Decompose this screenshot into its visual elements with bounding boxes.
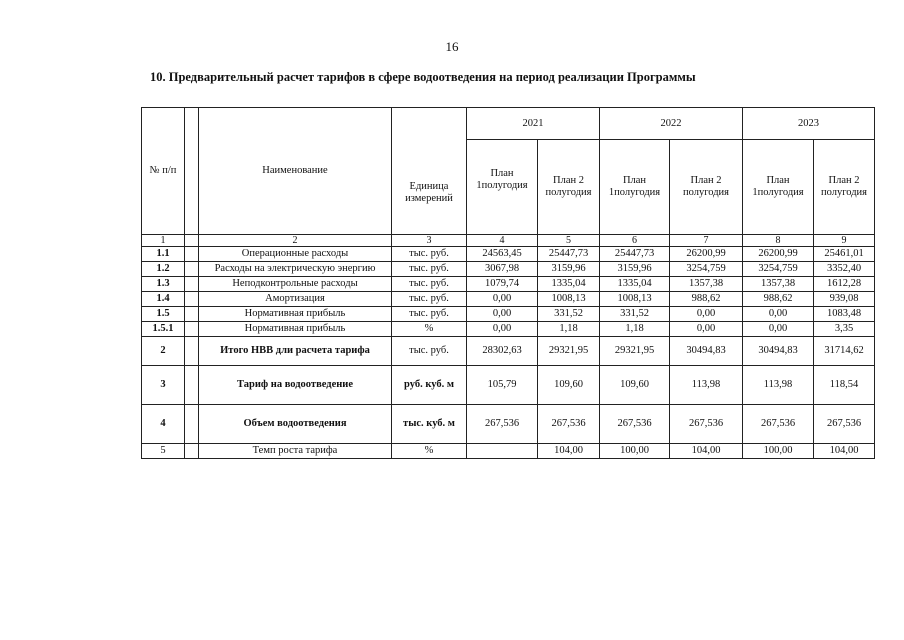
col-number: 2	[199, 235, 392, 247]
row-number: 4	[142, 405, 185, 444]
row-number: 3	[142, 366, 185, 405]
row-number: 1.5	[142, 307, 185, 322]
col-number: 1	[142, 235, 185, 247]
header-sub: План 2 полугодия	[814, 140, 875, 235]
row-value: 3254,759	[670, 262, 743, 277]
header-sub: План 1полугодия	[743, 140, 814, 235]
table-row	[142, 366, 875, 405]
row-gap	[185, 292, 199, 307]
row-value: 0,00	[670, 322, 743, 337]
row-value: 25461,01	[814, 247, 875, 262]
col-number: 9	[814, 235, 875, 247]
table-row	[142, 337, 875, 366]
tariff-table	[141, 107, 875, 459]
row-value: 0,00	[670, 307, 743, 322]
row-gap	[185, 307, 199, 322]
header-year-2021: 2021	[467, 108, 600, 140]
row-value: 1008,13	[538, 292, 600, 307]
row-value: 267,536	[670, 405, 743, 444]
row-gap	[185, 247, 199, 262]
row-value: 988,62	[743, 292, 814, 307]
row-number: 1.2	[142, 262, 185, 277]
row-name: Объем водоотведения	[199, 405, 392, 444]
header-unit: Единица измерений	[392, 108, 467, 235]
row-value: 1612,28	[814, 277, 875, 292]
row-value: 3067,98	[467, 262, 538, 277]
row-value: 28302,63	[467, 337, 538, 366]
row-value: 0,00	[467, 307, 538, 322]
row-value: 26200,99	[743, 247, 814, 262]
page-number: 16	[445, 39, 459, 54]
row-gap	[185, 405, 199, 444]
col-number: 4	[467, 235, 538, 247]
row-value: 113,98	[743, 366, 814, 405]
row-value: 104,00	[814, 444, 875, 459]
col-number: 5	[538, 235, 600, 247]
col-number: 7	[670, 235, 743, 247]
row-value: 267,536	[600, 405, 670, 444]
row-value: 988,62	[670, 292, 743, 307]
row-value: 331,52	[538, 307, 600, 322]
row-value: 24563,45	[467, 247, 538, 262]
row-number: 5	[142, 444, 185, 459]
row-value: 29321,95	[600, 337, 670, 366]
row-value: 26200,99	[670, 247, 743, 262]
row-value: 1079,74	[467, 277, 538, 292]
row-value: 3254,759	[743, 262, 814, 277]
row-gap	[185, 262, 199, 277]
header-sub: План 1полугодия	[467, 140, 538, 235]
row-value: 113,98	[670, 366, 743, 405]
row-value: 104,00	[670, 444, 743, 459]
header-name: Наименование	[199, 108, 392, 235]
row-value: 1,18	[600, 322, 670, 337]
row-unit: тыс. руб.	[392, 307, 467, 322]
row-number: 1.5.1	[142, 322, 185, 337]
row-number: 1.4	[142, 292, 185, 307]
row-unit: %	[392, 322, 467, 337]
row-value: 3,35	[814, 322, 875, 337]
header-sub: План 1полугодия	[600, 140, 670, 235]
row-value: 104,00	[538, 444, 600, 459]
col-number: 6	[600, 235, 670, 247]
table-row	[142, 262, 875, 277]
row-value: 30494,83	[743, 337, 814, 366]
row-value: 0,00	[467, 292, 538, 307]
row-value: 267,536	[743, 405, 814, 444]
row-value: 109,60	[600, 366, 670, 405]
row-value: 25447,73	[600, 247, 670, 262]
row-value: 267,536	[467, 405, 538, 444]
table-row	[142, 247, 875, 262]
row-value: 29321,95	[538, 337, 600, 366]
row-value: 0,00	[743, 307, 814, 322]
row-value: 3352,40	[814, 262, 875, 277]
row-value: 118,54	[814, 366, 875, 405]
row-value: 1335,04	[600, 277, 670, 292]
row-value: 267,536	[538, 405, 600, 444]
row-value: 25447,73	[538, 247, 600, 262]
document-title: 10. Предварительный расчет тарифов в сфере водоотведения на период реализации Программы	[150, 70, 696, 84]
row-gap	[185, 444, 199, 459]
row-name: Неподконтрольные расходы	[199, 277, 392, 292]
table-row	[142, 322, 875, 337]
row-name: Нормативная прибыль	[199, 307, 392, 322]
row-value: 1335,04	[538, 277, 600, 292]
row-unit: тыс. руб.	[392, 247, 467, 262]
col-number: 3	[392, 235, 467, 247]
header-year-2022: 2022	[600, 108, 743, 140]
row-gap	[185, 277, 199, 292]
row-name: Амортизация	[199, 292, 392, 307]
row-value: 100,00	[743, 444, 814, 459]
col-gap	[185, 235, 199, 247]
row-unit: руб. куб. м	[392, 366, 467, 405]
row-name: Нормативная прибыль	[199, 322, 392, 337]
row-value: 0,00	[467, 322, 538, 337]
row-value: 109,60	[538, 366, 600, 405]
row-name: Операционные расходы	[199, 247, 392, 262]
row-number: 2	[142, 337, 185, 366]
row-value	[467, 444, 538, 459]
row-value: 100,00	[600, 444, 670, 459]
header-num: № п/п	[142, 108, 185, 235]
row-value: 1357,38	[743, 277, 814, 292]
row-number: 1.1	[142, 247, 185, 262]
row-value: 1008,13	[600, 292, 670, 307]
header-sub: План 2 полугодия	[670, 140, 743, 235]
row-unit: тыс. руб.	[392, 262, 467, 277]
row-gap	[185, 366, 199, 405]
row-name: Расходы на электрическую энергию	[199, 262, 392, 277]
row-value: 31714,62	[814, 337, 875, 366]
col-number: 8	[743, 235, 814, 247]
header-year-2023: 2023	[743, 108, 875, 140]
row-unit: тыс. руб.	[392, 277, 467, 292]
row-value: 3159,96	[538, 262, 600, 277]
row-value: 105,79	[467, 366, 538, 405]
row-name: Темп роста тарифа	[199, 444, 392, 459]
row-gap	[185, 337, 199, 366]
table-row	[142, 444, 875, 459]
header-gap	[185, 108, 199, 235]
table-row	[142, 277, 875, 292]
row-value: 331,52	[600, 307, 670, 322]
row-value: 1083,48	[814, 307, 875, 322]
row-gap	[185, 322, 199, 337]
table-row	[142, 405, 875, 444]
header-sub: План 2 полугодия	[538, 140, 600, 235]
table-row	[142, 307, 875, 322]
row-unit: тыс. руб.	[392, 292, 467, 307]
row-number: 1.3	[142, 277, 185, 292]
row-value: 1,18	[538, 322, 600, 337]
row-unit: %	[392, 444, 467, 459]
row-value: 267,536	[814, 405, 875, 444]
row-value: 3159,96	[600, 262, 670, 277]
row-value: 0,00	[743, 322, 814, 337]
row-value: 1357,38	[670, 277, 743, 292]
row-unit: тыс. куб. м	[392, 405, 467, 444]
table-row	[142, 292, 875, 307]
row-name: Тариф на водоотведение	[199, 366, 392, 405]
row-value: 939,08	[814, 292, 875, 307]
row-value: 30494,83	[670, 337, 743, 366]
row-name: Итого НВВ дли расчета тарифа	[199, 337, 392, 366]
row-unit: тыс. руб.	[392, 337, 467, 366]
